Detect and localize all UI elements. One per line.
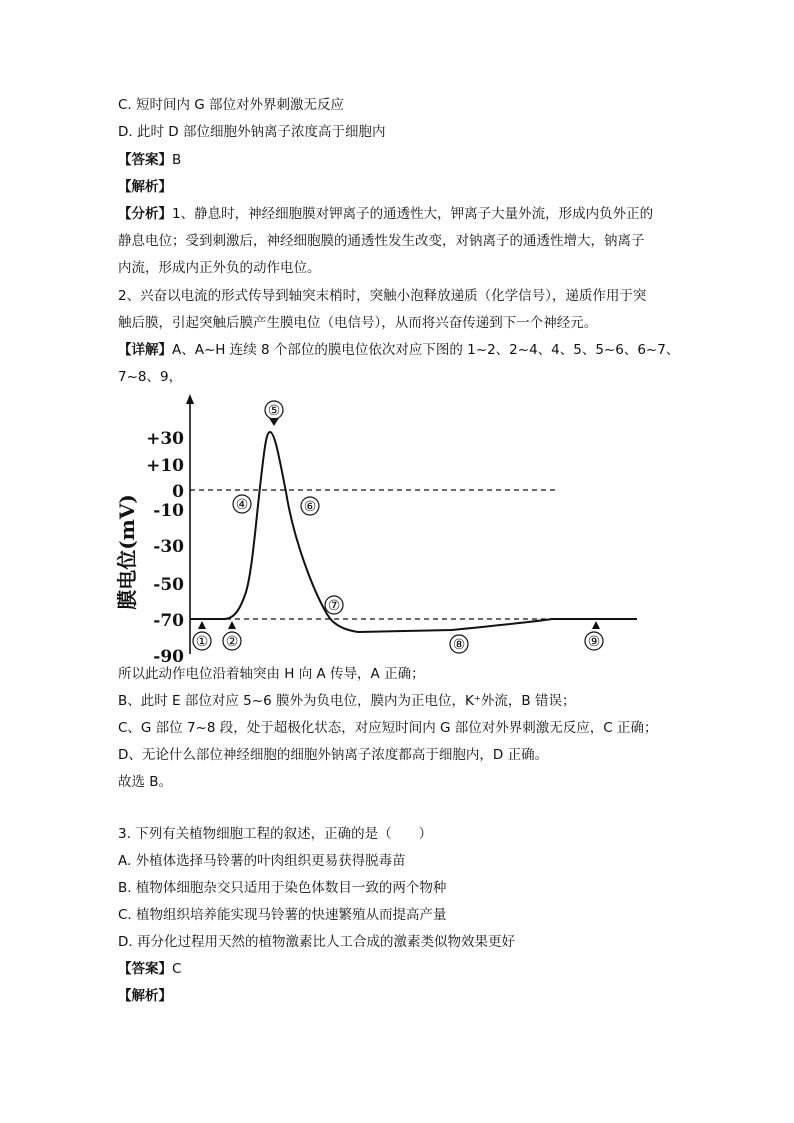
analysis-para-1: 【分析】1、静息时，神经细胞膜对钾离子的通透性大，钾离子大量外流，形成内负外正的	[118, 206, 654, 222]
q3-answer: 【答案】C	[118, 961, 182, 977]
marker-4	[233, 495, 251, 513]
svg-text:①: ①	[195, 634, 209, 650]
analysis-para-1b: 静息电位；受到刺激后，神经细胞膜的通透性发生改变，对钠离子的通透性增大，钠离子	[118, 233, 645, 249]
ytick-0: 0	[172, 482, 184, 502]
option-d: D. 此时 D 部位细胞外钠离子浓度高于细胞内	[118, 124, 386, 140]
question-3: 3. 下列有关植物细胞工程的叙述，正确的是（ ）	[118, 826, 433, 842]
ytick-minus10: -10	[153, 501, 184, 521]
marker-9-triangle	[592, 621, 600, 629]
y-axis-label: 膜电位(mV)	[115, 494, 139, 610]
marker-5	[265, 401, 283, 419]
svg-text:⑤: ⑤	[267, 403, 281, 419]
marker-2-triangle	[228, 621, 236, 629]
detail-para: 【详解】A、A~H 连续 8 个部位的膜电位依次对应下图的 1~2、2~4、4、5、5~6、6~7、	[118, 342, 680, 358]
svg-text:⑧: ⑧	[452, 637, 466, 653]
analysis-para-1c: 内流，形成内正外负的动作电位。	[118, 260, 321, 276]
membrane-potential-curve	[190, 432, 637, 632]
marker-6	[301, 497, 319, 515]
ytick-minus90: -90	[153, 647, 184, 667]
ytick-minus50: -50	[153, 575, 184, 595]
conclusion-c: C、G 部位 7~8 段，处于超极化状态，对应短时间内 G 部位对外界刺激无反应，C 正确；	[118, 720, 658, 736]
choose-b: 故选 B。	[118, 774, 173, 790]
svg-text:④: ④	[235, 497, 249, 513]
conclusion-d: D、无论什么部位神经细胞的细胞外钠离子浓度都高于细胞内，D 正确。	[118, 747, 549, 763]
marker-1-triangle	[198, 621, 206, 629]
svg-text:⑨: ⑨	[587, 634, 601, 650]
q3-analysis-heading: 【解析】	[118, 988, 172, 1004]
svg-text:⑥: ⑥	[303, 499, 317, 515]
action-potential-figure	[112, 392, 652, 667]
q3-option-d: D. 再分化过程用天然的植物激素比人工合成的激素类似物效果更好	[118, 934, 515, 950]
q3-option-c: C. 植物组织培养能实现马铃薯的快速繁殖从而提高产量	[118, 907, 447, 923]
analysis-heading: 【解析】	[118, 179, 172, 195]
action-potential-svg	[112, 392, 652, 667]
svg-text:⑦: ⑦	[327, 598, 341, 614]
ytick-minus30: -30	[153, 537, 184, 557]
q3-option-a: A. 外植体选择马铃薯的叶肉组织更易获得脱毒苗	[118, 853, 406, 869]
svg-text:②: ②	[225, 634, 239, 650]
conclusion-b: B、此时 E 部位对应 5~6 膜外为负电位，膜内为正电位，K⁺外流，B 错误；	[118, 693, 576, 709]
detail-para-b: 7~8、9，	[118, 369, 183, 385]
conclusion-a: 所以此动作电位沿着轴突由 H 向 A 传导，A 正确；	[118, 666, 425, 682]
ytick-plus30: +30	[146, 429, 184, 449]
ytick-minus70: -70	[153, 611, 184, 631]
option-c: C. 短时间内 G 部位对外界刺激无反应	[118, 97, 345, 113]
analysis-para-2: 2、兴奋以电流的形式传导到轴突末梢时，突触小泡释放递质（化学信号），递质作用于突	[118, 288, 647, 304]
answer-line: 【答案】B	[118, 152, 182, 168]
q3-option-b: B. 植物体细胞杂交只适用于染色体数目一致的两个物种	[118, 880, 447, 896]
marker-7	[325, 596, 343, 614]
marker-1	[193, 632, 211, 650]
marker-9	[585, 632, 603, 650]
marker-8	[450, 635, 468, 653]
ytick-plus10: +10	[146, 456, 184, 476]
analysis-para-2b: 触后膜，引起突触后膜产生膜电位（电信号），从而将兴奋传递到下一个神经元。	[118, 315, 598, 331]
y-axis-arrow	[186, 394, 194, 404]
marker-2	[223, 632, 241, 650]
